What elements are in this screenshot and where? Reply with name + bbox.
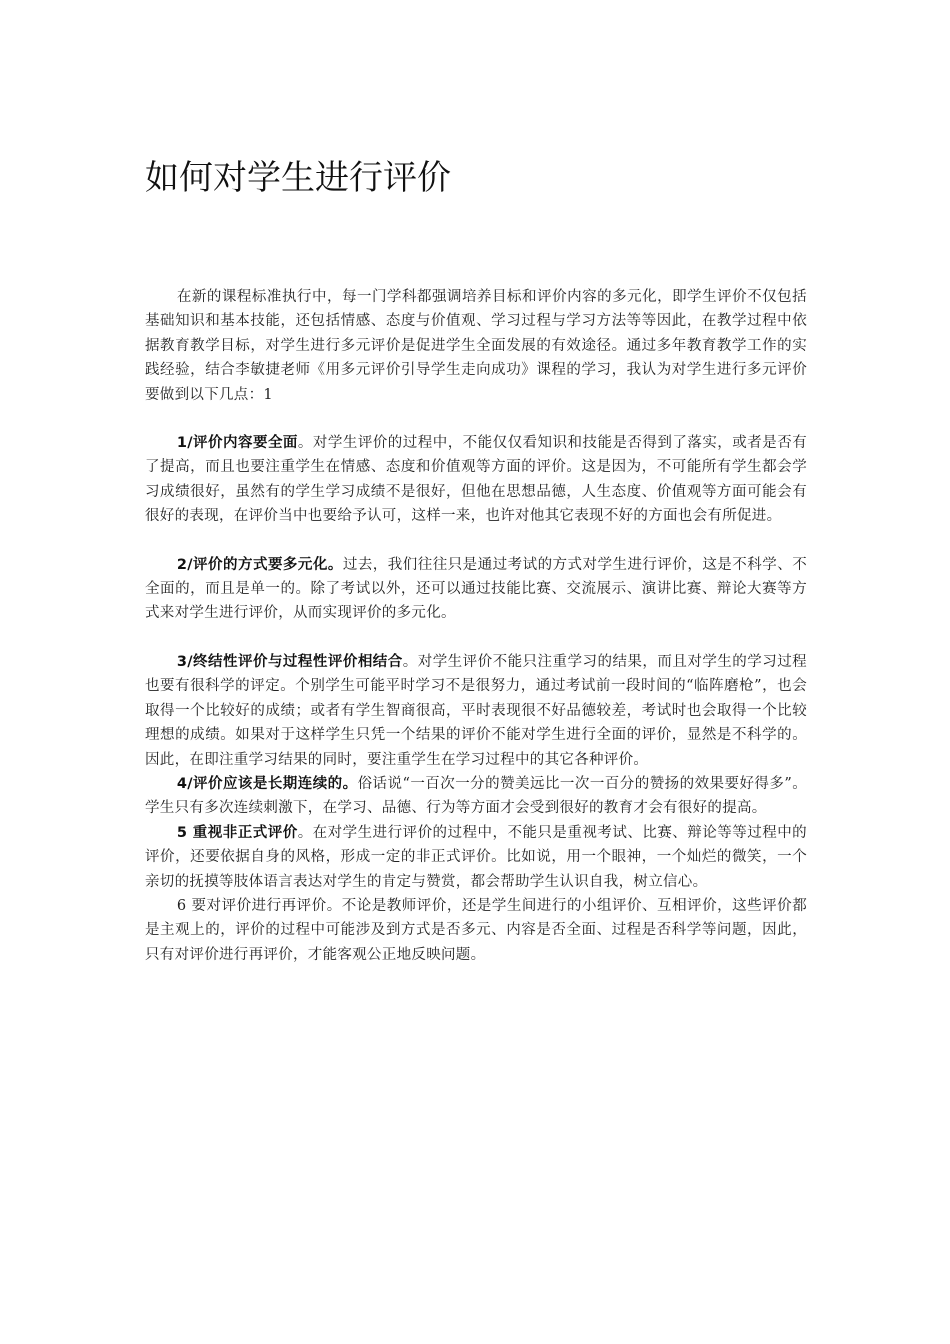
- point-2-paragraph: [145, 553, 807, 626]
- point-3-paragraph: [145, 650, 807, 772]
- point-4-text: 俗话说“一百次一分的赞美远比一次一百分的赞扬的效果要好得多”。学生只有多次连续刺激下，在学习、品德、行为等方面才会受到很好的教育才会有很好的提高。: [145, 775, 807, 817]
- intro-paragraph: 在新的课程标准执行中，每一门学科都强调培养目标和评价内容的多元化，即学生评价不仅包括基础知识和基本技能，还包括情感、态度与价值观、学习过程与学习方法等等因此，在教学过程中依据教育教学目标，对学生进行多元评价是促进学生全面发展的有效途径。通过多年教育教学工作的实践经验，结合李敏捷老师《用多元评价引导学生走向成功》课程的学习，我认为对学生进行多元评价要做到以下几点：1: [145, 289, 807, 403]
- point-3-heading: 3/终结性评价与过程性评价相结合: [176, 653, 403, 670]
- point-1-heading: 1/评价内容要全面: [176, 435, 298, 452]
- point-1-paragraph: [145, 431, 807, 529]
- point-6-paragraph: 6 要对评价进行再评价。不论是教师评价，还是学生间进行的小组评价、互相评价，这些评价都是主观上的，评价的过程中可能涉及到方式是否多元、内容是否全面、过程是否科学等问题，因此，只有对评价进行再评价，才能客观公正地反映问题。: [145, 897, 807, 963]
- document-title: 如何对学生进行评价: [145, 158, 451, 198]
- point-4-heading: 4/评价应该是长期连续的。: [176, 775, 358, 792]
- point-5-heading: 5 重视非正式评价: [176, 824, 298, 841]
- point-5-text: 。在对学生进行评价的过程中，不能只是重视考试、比赛、辩论等等过程中的评价，还要依据自身的风格，形成一定的非正式评价。比如说，用一个眼神，一个灿烂的微笑，一个亲切的抚摸等肢体语言表达对学生的肯定与赞赏，都会帮助学生认识自我，树立信心。: [145, 824, 807, 890]
- point-5-paragraph: [145, 821, 807, 894]
- document-body: [145, 285, 807, 967]
- point-3-text: 。对学生评价不能只注重学习的结果，而且对学生的学习过程也要有很科学的评定。个别学生可能平时学习不是很努力，通过考试前一段时间的“临阵磨枪”，也会取得一个比较好的成绩；或者有学生智商很高，平时表现很不好品德较差，考试时也会取得一个比较理想的成绩。如果对于这样学生只凭一个结果的评价不能对学生进行全面的评价，显然是不科学的。因此，在即注重学习结果的同时，要注重学生在学习过程中的其它各种评价。: [145, 653, 807, 768]
- point-1-text: 。对学生评价的过程中，不能仅仅看知识和技能是否得到了落实，或者是否有了提高，而且也要注重学生在情感、态度和价值观等方面的评价。这是因为，不可能所有学生都会学习成绩很好，虽然有的学生学习成绩不是很好，但他在思想品德，人生态度、价值观等方面可能会有很好的表现，在评价当中也要给予认可，这样一来，也许对他其它表现不好的方面也会有所促进。: [145, 435, 807, 525]
- point-2-text: 过去，我们往往只是通过考试的方式对学生进行评价，这是不科学、不全面的，而且是单一的。除了考试以外，还可以通过技能比赛、交流展示、演讲比赛、辩论大赛等方式来对学生进行评价，从而实现评价的多元化。: [145, 556, 808, 622]
- point-2-heading: 2/评价的方式要多元化。: [176, 556, 343, 573]
- point-4-paragraph: [145, 772, 807, 821]
